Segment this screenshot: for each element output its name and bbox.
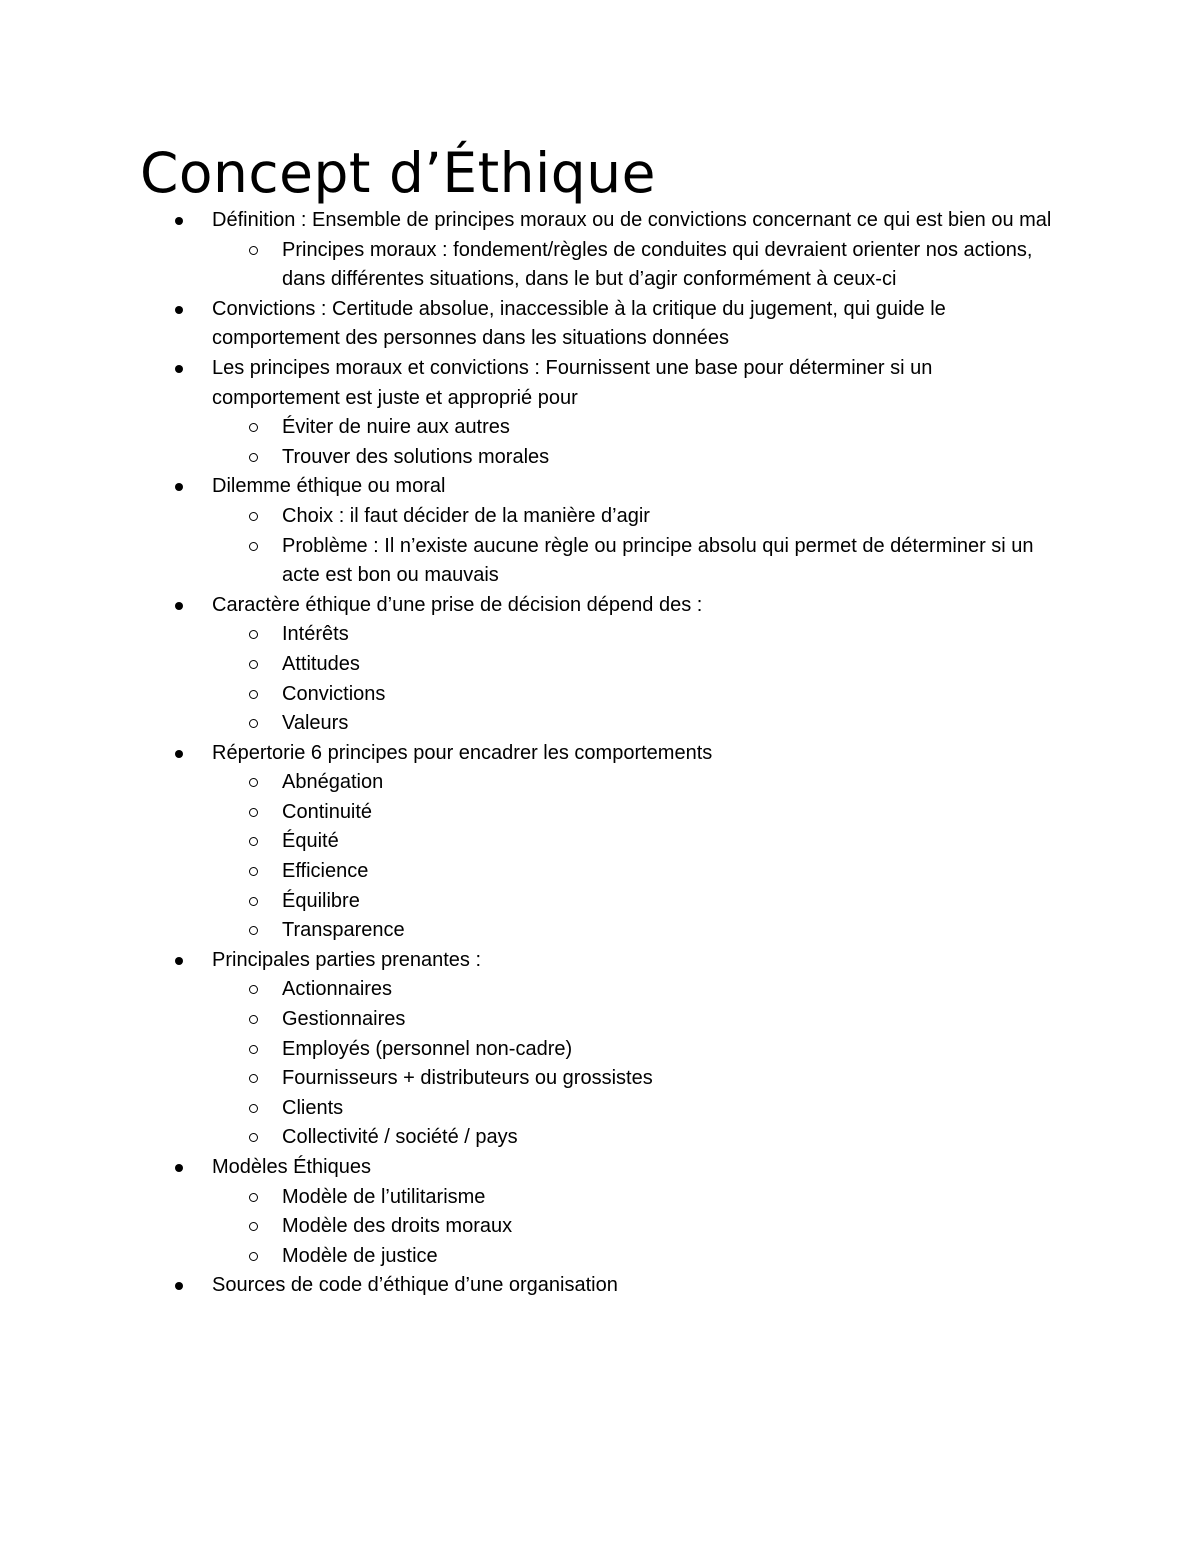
- sub-list-item: [282, 827, 1062, 857]
- sub-list-item-text: Principes moraux : fondement/règles de conduites qui devraient orienter nos actions, dans différentes situations, dans le but d’agir conformément à ceux-ci: [282, 238, 1033, 291]
- list-item-text: Sources de code d’éthique d’une organisation: [212, 1274, 618, 1297]
- list-item-text: Caractère éthique d’une prise de décision dépend des :: [212, 593, 703, 616]
- list-item-convictions: [212, 295, 1062, 354]
- sub-list-item-text: Abnégation: [282, 771, 384, 794]
- sub-list-item-text: Modèle de justice: [282, 1244, 438, 1267]
- outline-list: [212, 206, 1062, 1301]
- list-item-text: Principales parties prenantes :: [212, 948, 482, 971]
- sub-list: [212, 768, 1062, 946]
- sub-list-item: [282, 620, 1062, 650]
- sub-list-item-text: Continuité: [282, 800, 373, 823]
- sub-list-item: [282, 1212, 1062, 1242]
- sub-list-item: [282, 1094, 1062, 1124]
- list-item-repertorie: [212, 739, 1062, 946]
- list-item-text: Dilemme éthique ou moral: [212, 475, 446, 498]
- sub-list-item-text: Collectivité / société / pays: [282, 1126, 518, 1149]
- sub-list-item-text: Modèle de l’utilitarisme: [282, 1185, 486, 1208]
- sub-list-item-text: Clients: [282, 1096, 344, 1119]
- sub-list-item: [282, 532, 1062, 591]
- sub-list-item: [282, 443, 1062, 473]
- sub-list-item: [282, 1035, 1062, 1065]
- list-item-parties-prenantes: [212, 946, 1062, 1153]
- sub-list: [212, 1183, 1062, 1272]
- sub-list-item: [282, 1064, 1062, 1094]
- sub-list-item-text: Intérêts: [282, 623, 349, 646]
- list-item-principes: [212, 354, 1062, 472]
- sub-list-item-text: Convictions: [282, 682, 386, 705]
- sub-list-item: [282, 680, 1062, 710]
- sub-list: [212, 502, 1062, 591]
- sub-list-item-text: Valeurs: [282, 712, 349, 735]
- list-item-text: Les principes moraux et convictions : Fournissent une base pour déterminer si un comportement est juste et approprié pour: [212, 356, 933, 409]
- list-item-caractere: [212, 591, 1062, 739]
- list-item-dilemme: [212, 472, 1062, 590]
- list-item-text: Convictions : Certitude absolue, inaccessible à la critique du jugement, qui guide le comportement des personnes dans les situations données: [212, 297, 946, 350]
- sub-list-item-text: Choix : il faut décider de la manière d’agir: [282, 504, 650, 527]
- sub-list-item-text: Efficience: [282, 860, 369, 883]
- sub-list-item-text: Modèle des droits moraux: [282, 1215, 513, 1238]
- sub-list: [212, 620, 1062, 738]
- sub-list-item: [282, 857, 1062, 887]
- list-item-text: Répertorie 6 principes pour encadrer les comportements: [212, 741, 713, 764]
- list-item-text: Modèles Éthiques: [212, 1156, 371, 1178]
- sub-list-item: [282, 413, 1062, 443]
- sub-list-item-text: Transparence: [282, 919, 405, 942]
- sub-list-item: [282, 1123, 1062, 1153]
- list-item-sources: [212, 1271, 1062, 1301]
- sub-list-item-text: Éviter de nuire aux autres: [282, 416, 510, 439]
- page-title: Concept d’Éthique: [140, 141, 656, 205]
- sub-list-item-text: Problème : Il n’existe aucune règle ou principe absolu qui permet de déterminer si un acte est bon ou mauvais: [282, 534, 1034, 587]
- sub-list-item: [282, 502, 1062, 532]
- list-item-modeles: [212, 1153, 1062, 1271]
- sub-list-item: [282, 236, 1062, 295]
- sub-list-item: [282, 916, 1062, 946]
- sub-list-item-text: Attitudes: [282, 652, 360, 675]
- list-item-definition: [212, 206, 1062, 295]
- sub-list-item: [282, 650, 1062, 680]
- sub-list-item: [282, 1005, 1062, 1035]
- sub-list-item: [282, 768, 1062, 798]
- sub-list-item: [282, 1183, 1062, 1213]
- sub-list-item-text: Fournisseurs + distributeurs ou grossistes: [282, 1067, 653, 1090]
- sub-list-item: [282, 1242, 1062, 1272]
- sub-list-item-text: Équité: [282, 830, 339, 853]
- sub-list: [212, 236, 1062, 295]
- sub-list-item-text: Trouver des solutions morales: [282, 445, 550, 468]
- sub-list-item-text: Équilibre: [282, 889, 360, 912]
- sub-list-item-text: Actionnaires: [282, 978, 393, 1001]
- sub-list-item-text: Employés (personnel non-cadre): [282, 1037, 573, 1060]
- sub-list-item: [282, 975, 1062, 1005]
- sub-list: [212, 975, 1062, 1153]
- sub-list-item: [282, 798, 1062, 828]
- sub-list-item-text: Gestionnaires: [282, 1008, 406, 1031]
- list-item-text: Définition : Ensemble de principes moraux ou de convictions concernant ce qui est bien ou mal: [212, 209, 1052, 231]
- sub-list-item: [282, 887, 1062, 917]
- sub-list: [212, 413, 1062, 472]
- sub-list-item: [282, 709, 1062, 739]
